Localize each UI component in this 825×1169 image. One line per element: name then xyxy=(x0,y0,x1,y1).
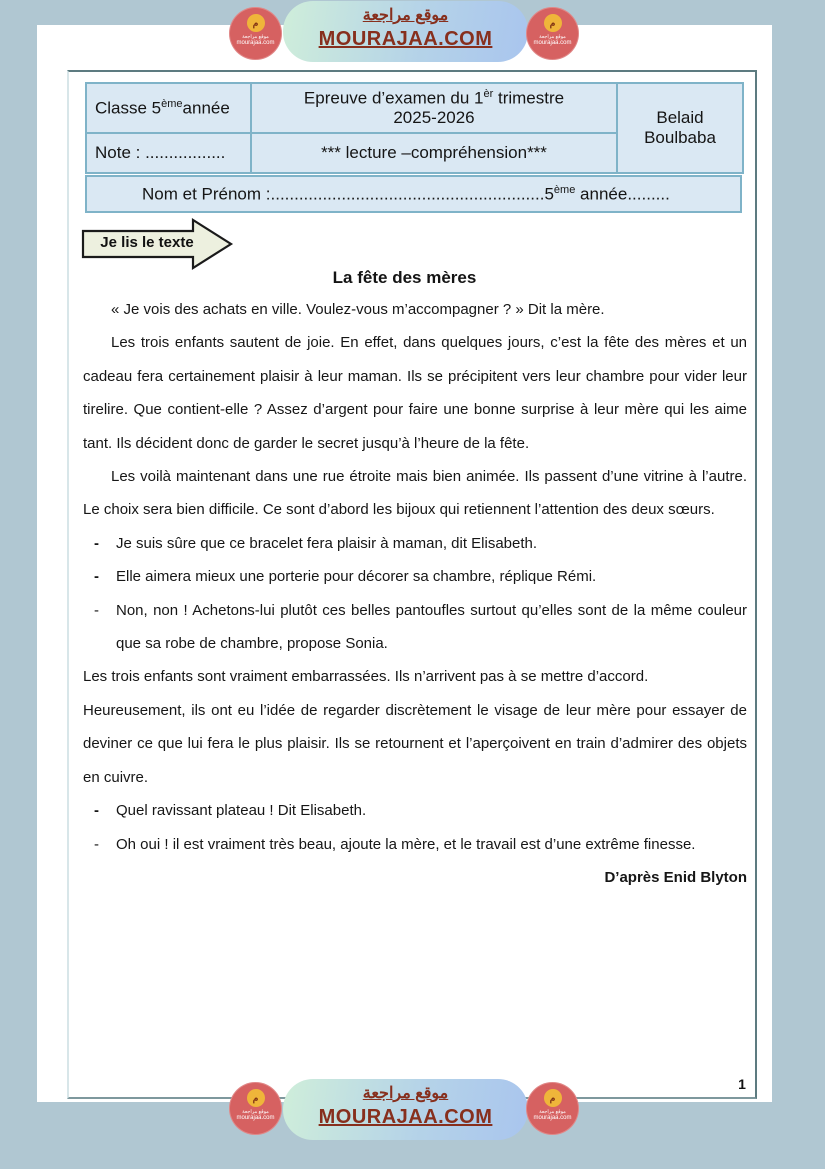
paragraph: « Je vois des achats en ville. Voulez-vous m’accompagner ? » Dit la mère. xyxy=(111,301,605,318)
author-signature: D’après Enid Blyton xyxy=(604,868,747,886)
site-banner-bottom[interactable] xyxy=(283,1079,528,1140)
dash-bullet: - xyxy=(94,802,99,820)
site-banner-top[interactable] xyxy=(283,1,528,62)
site-logo-icon: م موقع مراجعة mourajaa.com xyxy=(526,1082,579,1135)
list-item: - Quel ravissant plateau ! Dit Elisabeth. xyxy=(83,794,747,827)
banner-arabic-title: موقع مراجعة xyxy=(362,7,449,24)
exam-page xyxy=(37,25,772,1102)
note-cell: Note : ................. xyxy=(86,133,251,173)
school-year: 2025-2026 xyxy=(393,108,475,128)
exam-title-cell: Epreuve d’examen du $1^{èr}$ trimestre 2025-2026 xyxy=(251,83,617,133)
page-number: 1 xyxy=(738,1076,746,1092)
site-logo-icon: م موقع مراجعة mourajaa.com xyxy=(229,7,282,60)
exam-header-table xyxy=(85,82,744,174)
student-name-table xyxy=(85,175,742,213)
list-item: - Je suis sûre que ce bracelet fera plaisir à maman, dit Elisabeth. xyxy=(83,527,747,560)
list-item: - Elle aimera mieux une porterie pour décorer sa chambre, réplique Rémi. xyxy=(83,560,747,593)
logo-emblem-icon: م xyxy=(247,1089,265,1107)
list-item: - Oh oui ! il est vraiment très beau, ajoute la mère, et le travail est d’une extrême finesse. xyxy=(83,828,747,861)
read-text-arrow xyxy=(81,217,235,271)
paragraph: Les voilà maintenant dans une rue étroite mais bien animée. Ils passent d’une vitrine à l’autre. Le choix sera bien difficile. Ce sont d’abord les bijoux qui retiennent l’attention des deux sœurs. xyxy=(83,468,747,519)
dash-bullet: - xyxy=(94,534,99,552)
banner-site-name[interactable]: MOURAJAA.COM xyxy=(318,1106,493,1128)
banner-arabic-title: موقع مراجعة xyxy=(362,1085,449,1102)
class-cell: Classe 5èmeannée xyxy=(86,83,251,133)
dash-bullet: - xyxy=(94,568,99,586)
paragraph: Heureusement, ils ont eu l’idée de regarder discrètement le visage de leur mère pour essayer de deviner ce que lui fera le plus plaisir. Ils se retournent et l’aperçoivent en train d’admirer des objets en cuivre. xyxy=(83,701,747,786)
arrow-label: Je lis le texte xyxy=(100,234,194,251)
paragraph: Les trois enfants sautent de joie. En effet, dans quelques jours, c’est la fête des mères et un cadeau fera certainement plaisir à leur maman. Ils se précipitent vers leur chambre pour vider leur tirelire. Que contient-elle ? Assez d’argent pour faire une bonne surprise à leur mère qui les aime tant. Ils décident donc de garder le secret jusqu’à l’heure de la fête. xyxy=(83,334,747,452)
logo-emblem-icon: م xyxy=(544,14,562,32)
student-name-cell: Nom et Prénom :..........................................................5ème année......... xyxy=(86,176,741,212)
logo-emblem-icon: م xyxy=(247,14,265,32)
banner-site-name[interactable]: MOURAJAA.COM xyxy=(318,28,493,50)
site-logo-icon: م موقع مراجعة mourajaa.com xyxy=(526,7,579,60)
teacher-cell: Belaid Boulbaba xyxy=(617,83,743,173)
list-item: - Non, non ! Achetons-lui plutôt ces belles pantoufles surtout qu’elles sont de la même couleur que sa robe de chambre, propose Sonia. xyxy=(83,594,747,661)
dash-bullet: - xyxy=(94,835,99,853)
text-title: La fête des mères xyxy=(332,268,477,287)
dotted-line: .......................................................... xyxy=(270,184,545,204)
subject-cell: *** lecture –compréhension*** xyxy=(251,133,617,173)
paragraph: Les trois enfants sont vraiment embarrassées. Ils n’arrivent pas à se mettre d’accord. xyxy=(83,668,649,686)
reading-text xyxy=(83,293,747,894)
logo-emblem-icon: م xyxy=(544,1089,562,1107)
site-logo-icon: م موقع مراجعة mourajaa.com xyxy=(229,1082,282,1135)
dash-bullet: - xyxy=(94,601,99,619)
